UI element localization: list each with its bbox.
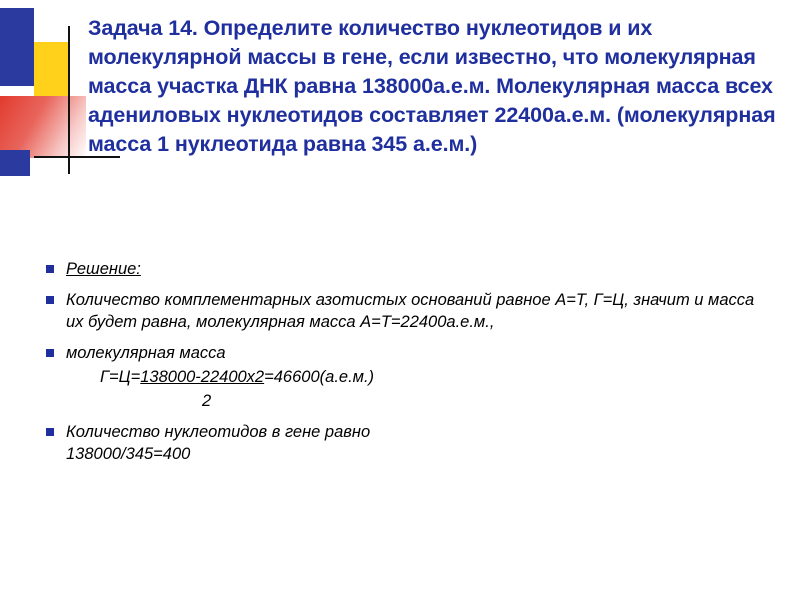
nucleotide-count-text	[66, 421, 776, 465]
slide-title: Задача 14. Определите количество нуклеотидов и их молекулярной массы в гене, если известно, что молекулярная масса участка ДНК равна 138000а.е.м. Молекулярная масса всех адениловых нуклеотидов составляет 22400а.е.м. (молекулярная масса 1 нуклеотида равна 345 а.е.м.)	[88, 16, 776, 156]
list-item	[46, 342, 776, 364]
formula-prefix: Г=Ц=	[100, 368, 141, 386]
nucleotide-count-line2: 138000/345=400	[66, 445, 191, 463]
nucleotide-count-line1: Количество нуклеотидов в гене равно	[66, 423, 371, 441]
blue-rectangle-shape	[0, 8, 34, 86]
red-gradient-shape	[0, 96, 86, 158]
bullet-marker-icon	[46, 349, 54, 357]
solution-heading	[66, 258, 776, 280]
formula-numerator: 138000-22400x2	[140, 368, 265, 386]
formula-denominator: 2	[202, 392, 212, 410]
bullet-marker-icon	[46, 428, 54, 436]
vertical-divider-line	[68, 26, 70, 174]
formula-denominator-row	[46, 390, 776, 412]
bullet-marker-icon	[46, 296, 54, 304]
formula-row	[46, 366, 776, 388]
complementary-bases-text: Количество комплементарных азотистых оснований равное А=Т, Г=Ц, значит и масса их будет равна, молекулярная масса А=Т=22400а.е.м.,	[66, 291, 755, 331]
bullet-marker-placeholder	[46, 397, 54, 405]
slide-body	[46, 258, 776, 474]
formula-line	[100, 366, 776, 388]
solution-heading-label: Решение:	[66, 260, 141, 278]
molecular-mass-label: молекулярная масса	[66, 344, 226, 362]
list-item	[46, 421, 776, 465]
yellow-rectangle-shape	[34, 42, 68, 98]
bullet-marker-placeholder	[46, 373, 54, 381]
list-item	[46, 258, 776, 280]
bullet-marker-icon	[46, 265, 54, 273]
formula-suffix: =46600(а.е.м.)	[264, 368, 375, 386]
list-item	[46, 289, 776, 333]
blue-small-rectangle-shape	[0, 150, 30, 176]
